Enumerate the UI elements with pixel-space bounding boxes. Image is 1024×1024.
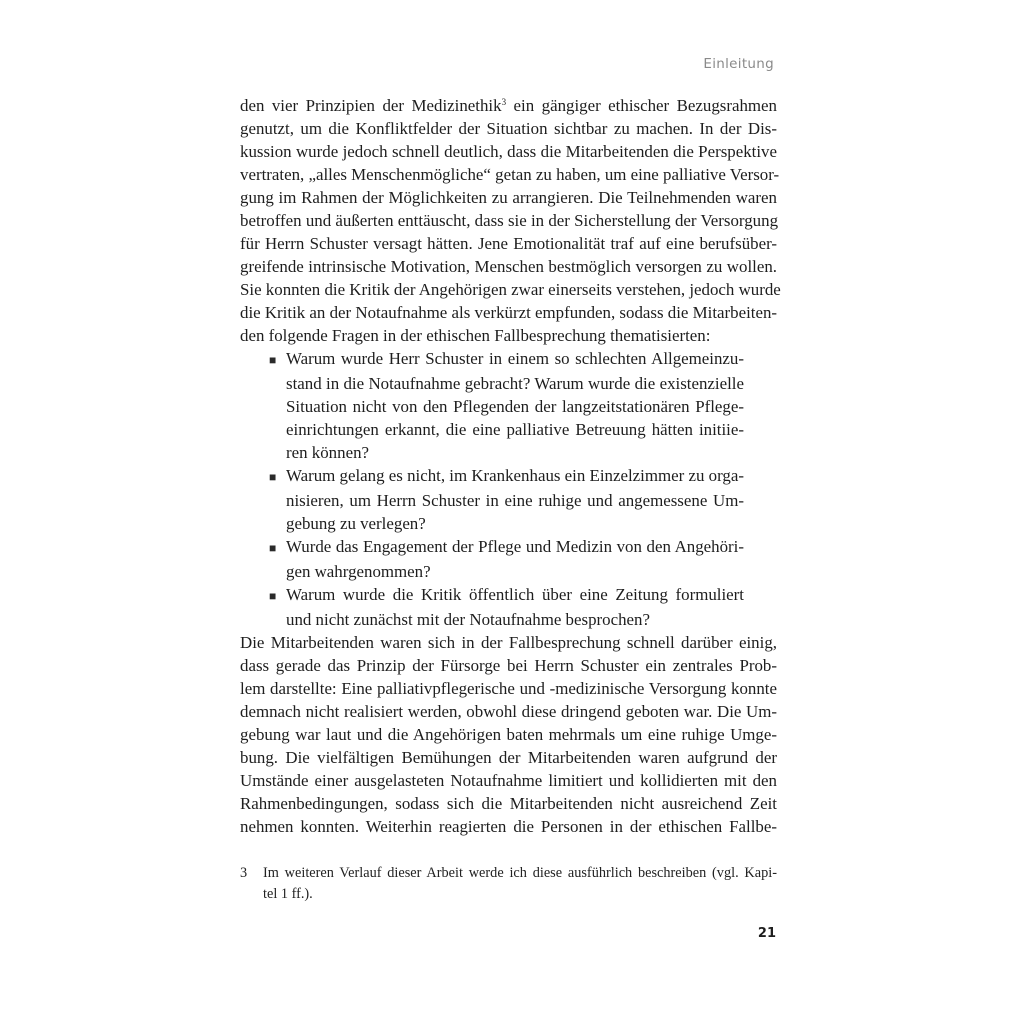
text-line: lem darstellte: Eine palliativpflegerische und -medizinische Versorgung konnte — [240, 679, 777, 698]
list-item-text: Wurde das Engagement der Pflege und Medizin von den Angehöri- — [286, 537, 744, 556]
list-item-text: Warum wurde Herr Schuster in einem so schlechten Allgemeinzu- — [286, 349, 744, 368]
body-text — [240, 94, 781, 838]
list-item — [240, 535, 777, 583]
paragraph-1 — [240, 94, 781, 347]
text-line: nehmen konnten. Weiterhin reagierten die Personen in der ethischen Fallbe- — [240, 817, 777, 836]
text-line: die Kritik an der Notaufnahme als verkürzt empfunden, sodass die Mitarbeiten- — [240, 303, 778, 322]
paragraph-2 — [240, 631, 777, 838]
list-item-text: einrichtungen erkannt, die eine palliative Betreuung hätten initiie- — [286, 420, 744, 439]
footnote-text: tel 1 ff.). — [263, 886, 313, 902]
text-line: Umstände einer ausgelasteten Notaufnahme limitiert und kollidierten mit den — [240, 771, 777, 790]
text-line: gung im Rahmen der Möglichkeiten zu arrangieren. Die Teilnehmenden waren — [240, 188, 777, 207]
list-item-text: nisieren, um Herrn Schuster in eine ruhige und angemessene Um- — [286, 491, 744, 510]
text-line: Die Mitarbeitenden waren sich in der Fallbesprechung schnell darüber einig, — [240, 633, 777, 652]
text-line: Rahmenbedingungen, sodass sich die Mitarbeitenden nicht ausreichend Zeit — [240, 794, 777, 813]
list-item-text: ren können? — [286, 443, 370, 462]
question-list — [240, 347, 777, 631]
square-bullet-icon: ■ — [269, 353, 277, 367]
text-line: dass gerade das Prinzip der Fürsorge bei Herrn Schuster ein zentrales Prob- — [240, 656, 777, 675]
list-item — [240, 464, 777, 535]
list-item-text: gebung zu verlegen? — [286, 514, 426, 533]
list-item — [240, 583, 777, 631]
text-line: greifende intrinsische Motivation, Menschen bestmöglich versorgen zu wollen. — [240, 257, 777, 276]
list-item — [240, 347, 777, 464]
text-line: gebung war laut und die Angehörigen baten mehrmals um eine ruhige Umge- — [240, 725, 777, 744]
text-line: demnach nicht realisiert werden, obwohl diese dringend geboten war. Die Um- — [240, 702, 777, 721]
list-item-text: Situation nicht von den Pflegenden der langzeitstationären Pflege- — [286, 397, 744, 416]
list-item-text: gen wahrgenommen? — [286, 562, 431, 581]
text-line: den folgende Fragen in der ethischen Fallbesprechung thematisierten: — [240, 326, 711, 345]
text-line: bung. Die vielfältigen Bemühungen der Mitarbeitenden waren aufgrund der — [240, 748, 777, 767]
running-head: Einleitung — [703, 56, 774, 72]
list-item-text: Warum gelang es nicht, im Krankenhaus ein Einzelzimmer zu orga- — [286, 466, 744, 485]
list-item-text: und nicht zunächst mit der Notaufnahme besprochen? — [286, 610, 650, 629]
footnote-text: Im weiteren Verlauf dieser Arbeit werde ich diese ausführlich beschreiben (vgl. Kapi- — [263, 865, 777, 881]
square-bullet-icon: ■ — [269, 470, 277, 484]
page-number: 21 — [757, 926, 776, 941]
text-line: vertraten, „alles Menschenmögliche“ getan zu haben, um eine palliative Versor- — [240, 165, 780, 184]
text-line: für Herrn Schuster versagt hätten. Jene Emotionalität traf auf eine berufsüber- — [240, 234, 777, 253]
square-bullet-icon: ■ — [269, 541, 277, 555]
footnote — [240, 863, 777, 905]
footnote-number: 3 — [240, 865, 248, 881]
square-bullet-icon: ■ — [269, 589, 277, 603]
text-line: kussion wurde jedoch schnell deutlich, dass die Mitarbeitenden die Perspektive — [240, 142, 777, 161]
footnote-reference[interactable]: 3 — [501, 97, 507, 107]
text-line: genutzt, um die Konfliktfelder der Situation sichtbar zu machen. In der Dis- — [240, 119, 777, 138]
list-item-text: Warum wurde die Kritik öffentlich über eine Zeitung formuliert — [286, 585, 744, 604]
text-line: Sie konnten die Kritik der Angehörigen zwar einerseits verstehen, jedoch wurde — [240, 280, 781, 299]
list-item-text: stand in die Notaufnahme gebracht? Warum wurde die existenzielle — [286, 374, 744, 393]
text-line: betroffen und äußerten enttäuscht, dass sie in der Sicherstellung der Versorgung — [240, 211, 779, 230]
text-line: den vier Prinzipien der Medizinethik$^3$ ein gängiger ethischer Bezugsrahmen — [240, 96, 777, 115]
